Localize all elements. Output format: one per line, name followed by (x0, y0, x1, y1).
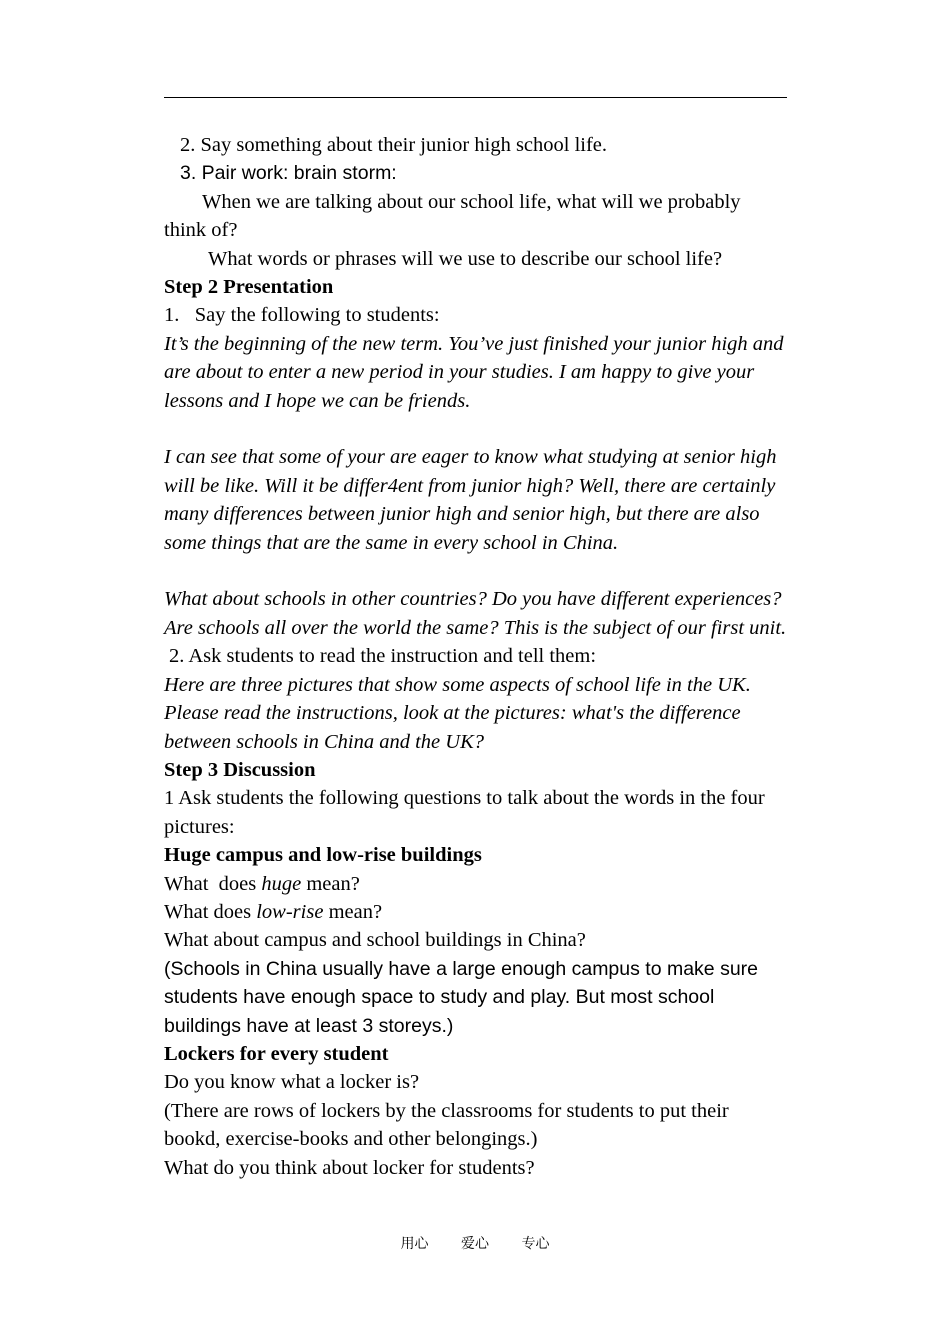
subheading: Lockers for every student (164, 1042, 389, 1065)
footer-text: 用心 (400, 1236, 429, 1252)
question (164, 898, 787, 926)
footer-text: 专心 (521, 1236, 550, 1252)
italic-paragraph: It’s the beginning of the new term. You’ve just finished your junior high and are about to enter a new period in your studies. I am happy to give your lessons and I hope we can be friends. (164, 332, 784, 412)
header-rule (164, 97, 787, 98)
question-text: mean? (301, 872, 360, 895)
blank-line (164, 415, 787, 443)
emphasized-term: huge (261, 872, 302, 895)
footer-text: 爱心 (461, 1236, 489, 1252)
question-text: What does (164, 872, 262, 895)
blank-line (164, 557, 787, 585)
list-item: 1. Say the following to students: (164, 304, 440, 327)
section-heading: Step 2 Presentation (164, 276, 334, 299)
paragraph: When we are talking about our school life, what will we probably think of? (164, 190, 741, 242)
italic-paragraph: I can see that some of your are eager to know what studying at senior high will be like. Will it be differ4ent from junior high? Well, there are certainly many differences between junior high and senior high, but there are also some things that are the same in every school in China. (164, 446, 777, 554)
question: What about campus and school buildings in China? (164, 929, 586, 952)
answer: (Schools in China usually have a large enough campus to make sure students have enough space to study and play. But most school buildings have at least 3 storeys.) (164, 957, 759, 1037)
document-body (164, 131, 787, 1182)
italic-paragraph: What about schools in other countries? Do you have different experiences? Are schools all over the world the same? This is the subject of our first unit. (164, 588, 787, 639)
question-text: mean? (323, 900, 383, 923)
subheading: Huge campus and low-rise buildings (164, 844, 482, 867)
page-footer (0, 1233, 950, 1253)
list-item: 3. Pair work: brain storm: (180, 162, 397, 185)
question: What do you think about locker for students? (164, 1156, 535, 1179)
paragraph: 1 Ask students the following questions to talk about the words in the four pictures: (164, 787, 765, 838)
list-item: 2. Say something about their junior high school life. (180, 134, 608, 156)
list-item: 2. Ask students to read the instruction and tell them: (169, 645, 597, 668)
question: Do you know what a locker is? (164, 1071, 420, 1094)
answer: (There are rows of lockers by the classrooms for students to put their bookd, exercise-books and other belongings.) (164, 1099, 729, 1151)
emphasized-term: low-rise (256, 900, 324, 923)
section-heading: Step 3 Discussion (164, 758, 316, 781)
question-text: What does (164, 900, 257, 923)
question (164, 870, 787, 898)
paragraph: What words or phrases will we use to describe our school life? (208, 247, 723, 270)
italic-paragraph: Here are three pictures that show some aspects of school life in the UK. Please read the instructions, look at the pictures: what's the difference between schools in China and the UK? (164, 673, 751, 753)
